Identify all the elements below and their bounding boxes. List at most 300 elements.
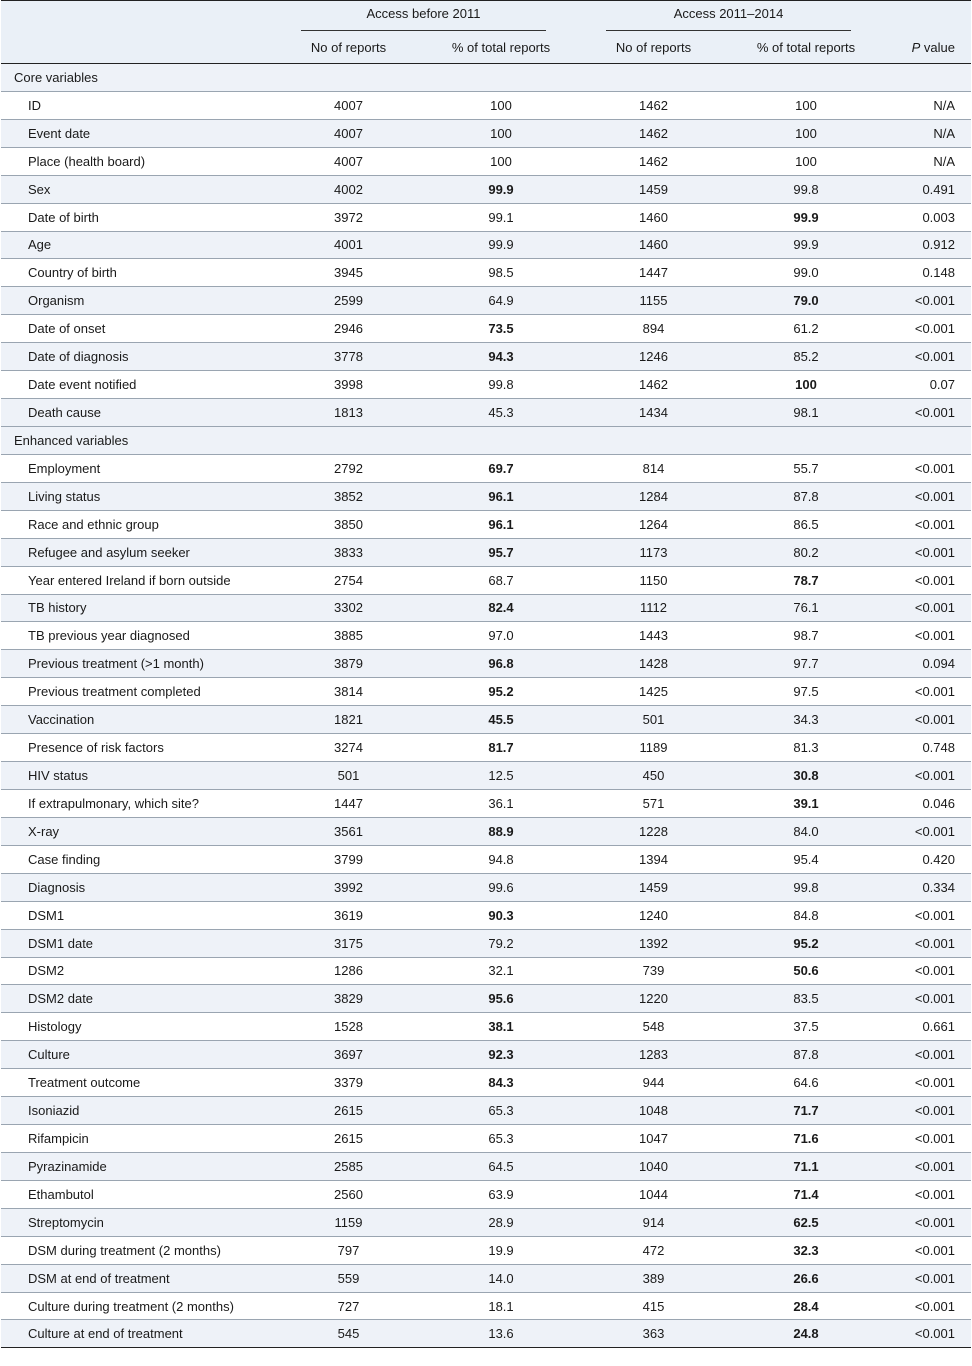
reports-before-2011: 727 bbox=[271, 1292, 426, 1320]
pct-2011-2014: 71.6 bbox=[731, 1125, 881, 1153]
pct-2011-2014: 84.8 bbox=[731, 901, 881, 929]
p-value: <0.001 bbox=[881, 985, 971, 1013]
group-header-row bbox=[1, 1, 971, 32]
reports-before-2011: 559 bbox=[271, 1264, 426, 1292]
table-row bbox=[1, 482, 971, 510]
reports-before-2011: 3619 bbox=[271, 901, 426, 929]
reports-2011-2014: 1047 bbox=[576, 1125, 731, 1153]
pct-2011-2014: 32.3 bbox=[731, 1236, 881, 1264]
pct-2011-2014: 98.7 bbox=[731, 622, 881, 650]
reports-before-2011: 3829 bbox=[271, 985, 426, 1013]
table-row bbox=[1, 817, 971, 845]
table-row bbox=[1, 1292, 971, 1320]
table-row bbox=[1, 901, 971, 929]
reports-2011-2014: 1459 bbox=[576, 175, 731, 203]
pct-2011-2014: 64.6 bbox=[731, 1069, 881, 1097]
table-row bbox=[1, 119, 971, 147]
p-value: <0.001 bbox=[881, 706, 971, 734]
pct-before-2011: 88.9 bbox=[426, 817, 576, 845]
table-row bbox=[1, 1041, 971, 1069]
col-header-p-value: P value bbox=[881, 31, 971, 64]
pct-before-2011: 97.0 bbox=[426, 622, 576, 650]
variable-name: Date of onset bbox=[1, 315, 271, 343]
pct-before-2011: 68.7 bbox=[426, 566, 576, 594]
reports-2011-2014: 1284 bbox=[576, 482, 731, 510]
pct-before-2011: 45.5 bbox=[426, 706, 576, 734]
table-row bbox=[1, 706, 971, 734]
pct-2011-2014: 30.8 bbox=[731, 762, 881, 790]
pct-2011-2014: 71.1 bbox=[731, 1152, 881, 1180]
variable-name: TB history bbox=[1, 594, 271, 622]
pct-2011-2014: 80.2 bbox=[731, 538, 881, 566]
reports-before-2011: 1159 bbox=[271, 1208, 426, 1236]
reports-2011-2014: 1462 bbox=[576, 371, 731, 399]
pct-before-2011: 92.3 bbox=[426, 1041, 576, 1069]
p-value: <0.001 bbox=[881, 957, 971, 985]
pct-before-2011: 96.1 bbox=[426, 482, 576, 510]
section-header-row bbox=[1, 64, 971, 92]
table-body bbox=[1, 64, 971, 1348]
p-value: N/A bbox=[881, 147, 971, 175]
table-row bbox=[1, 510, 971, 538]
variable-name: DSM1 date bbox=[1, 929, 271, 957]
pct-2011-2014: 26.6 bbox=[731, 1264, 881, 1292]
reports-2011-2014: 363 bbox=[576, 1320, 731, 1348]
variable-name: Previous treatment completed bbox=[1, 678, 271, 706]
reports-before-2011: 1821 bbox=[271, 706, 426, 734]
p-value: 0.046 bbox=[881, 789, 971, 817]
reports-before-2011: 1447 bbox=[271, 789, 426, 817]
table-row bbox=[1, 231, 971, 259]
p-value: 0.661 bbox=[881, 1013, 971, 1041]
pct-before-2011: 95.2 bbox=[426, 678, 576, 706]
reports-before-2011: 3814 bbox=[271, 678, 426, 706]
pct-2011-2014: 85.2 bbox=[731, 343, 881, 371]
section-title: Core variables bbox=[1, 64, 971, 92]
variable-name: Place (health board) bbox=[1, 147, 271, 175]
pct-before-2011: 45.3 bbox=[426, 399, 576, 427]
variable-name: DSM at end of treatment bbox=[1, 1264, 271, 1292]
section-header-row bbox=[1, 426, 971, 454]
variable-name: Living status bbox=[1, 482, 271, 510]
p-value: 0.491 bbox=[881, 175, 971, 203]
p-value: <0.001 bbox=[881, 1069, 971, 1097]
pct-2011-2014: 50.6 bbox=[731, 957, 881, 985]
reports-before-2011: 3998 bbox=[271, 371, 426, 399]
p-value: <0.001 bbox=[881, 1041, 971, 1069]
pct-before-2011: 65.3 bbox=[426, 1125, 576, 1153]
table-row bbox=[1, 650, 971, 678]
variable-name: Treatment outcome bbox=[1, 1069, 271, 1097]
pct-before-2011: 19.9 bbox=[426, 1236, 576, 1264]
pct-before-2011: 99.8 bbox=[426, 371, 576, 399]
reports-before-2011: 3833 bbox=[271, 538, 426, 566]
pct-before-2011: 82.4 bbox=[426, 594, 576, 622]
table-row bbox=[1, 175, 971, 203]
p-value: <0.001 bbox=[881, 622, 971, 650]
group-before-2011 bbox=[271, 1, 576, 32]
table-row bbox=[1, 1125, 971, 1153]
pct-2011-2014: 97.5 bbox=[731, 678, 881, 706]
table-row bbox=[1, 762, 971, 790]
pct-2011-2014: 100 bbox=[731, 147, 881, 175]
pct-2011-2014: 55.7 bbox=[731, 454, 881, 482]
p-value: 0.148 bbox=[881, 259, 971, 287]
reports-before-2011: 2585 bbox=[271, 1152, 426, 1180]
reports-2011-2014: 1220 bbox=[576, 985, 731, 1013]
table-row bbox=[1, 1208, 971, 1236]
pct-2011-2014: 95.2 bbox=[731, 929, 881, 957]
reports-before-2011: 2615 bbox=[271, 1097, 426, 1125]
variable-name: Culture bbox=[1, 1041, 271, 1069]
reports-2011-2014: 415 bbox=[576, 1292, 731, 1320]
column-header-row bbox=[1, 31, 971, 64]
variable-name: Organism bbox=[1, 287, 271, 315]
table-row bbox=[1, 538, 971, 566]
p-value: <0.001 bbox=[881, 482, 971, 510]
variable-name: X-ray bbox=[1, 817, 271, 845]
p-value: <0.001 bbox=[881, 510, 971, 538]
pct-2011-2014: 87.8 bbox=[731, 482, 881, 510]
pct-before-2011: 18.1 bbox=[426, 1292, 576, 1320]
section-title: Enhanced variables bbox=[1, 426, 971, 454]
p-value: <0.001 bbox=[881, 1320, 971, 1348]
table-row bbox=[1, 1320, 971, 1348]
variable-name: Event date bbox=[1, 119, 271, 147]
p-value: N/A bbox=[881, 91, 971, 119]
reports-2011-2014: 1443 bbox=[576, 622, 731, 650]
pct-2011-2014: 100 bbox=[731, 371, 881, 399]
pct-2011-2014: 28.4 bbox=[731, 1292, 881, 1320]
reports-before-2011: 1813 bbox=[271, 399, 426, 427]
reports-before-2011: 3852 bbox=[271, 482, 426, 510]
variable-name: Streptomycin bbox=[1, 1208, 271, 1236]
reports-2011-2014: 1462 bbox=[576, 147, 731, 175]
reports-before-2011: 3274 bbox=[271, 734, 426, 762]
pct-2011-2014: 99.8 bbox=[731, 873, 881, 901]
pct-2011-2014: 62.5 bbox=[731, 1208, 881, 1236]
variable-name: Vaccination bbox=[1, 706, 271, 734]
pct-before-2011: 100 bbox=[426, 147, 576, 175]
reports-before-2011: 3799 bbox=[271, 845, 426, 873]
p-value: <0.001 bbox=[881, 1236, 971, 1264]
reports-2011-2014: 1173 bbox=[576, 538, 731, 566]
table-header bbox=[1, 1, 971, 64]
reports-before-2011: 3175 bbox=[271, 929, 426, 957]
reports-2011-2014: 1112 bbox=[576, 594, 731, 622]
p-value: <0.001 bbox=[881, 1125, 971, 1153]
reports-2011-2014: 1394 bbox=[576, 845, 731, 873]
table-row bbox=[1, 566, 971, 594]
p-value: <0.001 bbox=[881, 929, 971, 957]
reports-before-2011: 3945 bbox=[271, 259, 426, 287]
pct-2011-2014: 99.8 bbox=[731, 175, 881, 203]
reports-before-2011: 2754 bbox=[271, 566, 426, 594]
pct-2011-2014: 86.5 bbox=[731, 510, 881, 538]
pct-before-2011: 96.8 bbox=[426, 650, 576, 678]
variable-name: Race and ethnic group bbox=[1, 510, 271, 538]
reports-2011-2014: 450 bbox=[576, 762, 731, 790]
variable-name: Ethambutol bbox=[1, 1180, 271, 1208]
col-header-pct-after: % of total reports bbox=[731, 31, 881, 64]
pct-2011-2014: 97.7 bbox=[731, 650, 881, 678]
reports-before-2011: 3302 bbox=[271, 594, 426, 622]
reports-before-2011: 3379 bbox=[271, 1069, 426, 1097]
group-after-label: Access 2011–2014 bbox=[606, 6, 851, 31]
pct-before-2011: 98.5 bbox=[426, 259, 576, 287]
reports-2011-2014: 944 bbox=[576, 1069, 731, 1097]
reports-before-2011: 2946 bbox=[271, 315, 426, 343]
reports-before-2011: 2792 bbox=[271, 454, 426, 482]
variable-name: Date of birth bbox=[1, 203, 271, 231]
p-value: <0.001 bbox=[881, 1152, 971, 1180]
p-value: 0.07 bbox=[881, 371, 971, 399]
reports-before-2011: 4002 bbox=[271, 175, 426, 203]
reports-2011-2014: 1246 bbox=[576, 343, 731, 371]
table-row bbox=[1, 371, 971, 399]
variable-name: HIV status bbox=[1, 762, 271, 790]
reports-before-2011: 4007 bbox=[271, 147, 426, 175]
p-value: <0.001 bbox=[881, 678, 971, 706]
reports-2011-2014: 1459 bbox=[576, 873, 731, 901]
pct-before-2011: 38.1 bbox=[426, 1013, 576, 1041]
p-value: <0.001 bbox=[881, 1180, 971, 1208]
table-row bbox=[1, 454, 971, 482]
pct-2011-2014: 71.7 bbox=[731, 1097, 881, 1125]
reports-before-2011: 545 bbox=[271, 1320, 426, 1348]
table-row bbox=[1, 1236, 971, 1264]
pct-before-2011: 64.5 bbox=[426, 1152, 576, 1180]
variable-name: Country of birth bbox=[1, 259, 271, 287]
variable-name: Death cause bbox=[1, 399, 271, 427]
pct-before-2011: 28.9 bbox=[426, 1208, 576, 1236]
group-2011-2014 bbox=[576, 1, 881, 32]
reports-before-2011: 3778 bbox=[271, 343, 426, 371]
pct-2011-2014: 78.7 bbox=[731, 566, 881, 594]
p-value: <0.001 bbox=[881, 594, 971, 622]
pct-before-2011: 100 bbox=[426, 91, 576, 119]
reports-before-2011: 3879 bbox=[271, 650, 426, 678]
reports-before-2011: 4007 bbox=[271, 91, 426, 119]
reports-2011-2014: 739 bbox=[576, 957, 731, 985]
pct-before-2011: 99.1 bbox=[426, 203, 576, 231]
reports-before-2011: 501 bbox=[271, 762, 426, 790]
pct-2011-2014: 71.4 bbox=[731, 1180, 881, 1208]
pct-2011-2014: 81.3 bbox=[731, 734, 881, 762]
reports-before-2011: 2615 bbox=[271, 1125, 426, 1153]
variable-name: Diagnosis bbox=[1, 873, 271, 901]
variable-name: Age bbox=[1, 231, 271, 259]
reports-before-2011: 797 bbox=[271, 1236, 426, 1264]
reports-before-2011: 2599 bbox=[271, 287, 426, 315]
pct-before-2011: 95.7 bbox=[426, 538, 576, 566]
pct-before-2011: 99.6 bbox=[426, 873, 576, 901]
variable-name: Date event notified bbox=[1, 371, 271, 399]
p-value: 0.003 bbox=[881, 203, 971, 231]
pct-before-2011: 99.9 bbox=[426, 175, 576, 203]
reports-before-2011: 4001 bbox=[271, 231, 426, 259]
pct-before-2011: 13.6 bbox=[426, 1320, 576, 1348]
col-header-no-reports-before: No of reports bbox=[271, 31, 426, 64]
p-value: <0.001 bbox=[881, 1292, 971, 1320]
pct-before-2011: 95.6 bbox=[426, 985, 576, 1013]
pct-2011-2014: 100 bbox=[731, 91, 881, 119]
pct-2011-2014: 61.2 bbox=[731, 315, 881, 343]
reports-2011-2014: 1155 bbox=[576, 287, 731, 315]
pct-2011-2014: 84.0 bbox=[731, 817, 881, 845]
variable-name: Year entered Ireland if born outside bbox=[1, 566, 271, 594]
reports-2011-2014: 501 bbox=[576, 706, 731, 734]
p-value: 0.334 bbox=[881, 873, 971, 901]
variable-name: Histology bbox=[1, 1013, 271, 1041]
variable-name: DSM2 bbox=[1, 957, 271, 985]
variable-name: Rifampicin bbox=[1, 1125, 271, 1153]
reports-before-2011: 1286 bbox=[271, 957, 426, 985]
pct-before-2011: 90.3 bbox=[426, 901, 576, 929]
pct-before-2011: 79.2 bbox=[426, 929, 576, 957]
reports-2011-2014: 1044 bbox=[576, 1180, 731, 1208]
pct-before-2011: 32.1 bbox=[426, 957, 576, 985]
variable-name: Culture during treatment (2 months) bbox=[1, 1292, 271, 1320]
table-row bbox=[1, 873, 971, 901]
reports-2011-2014: 1283 bbox=[576, 1041, 731, 1069]
table-row bbox=[1, 622, 971, 650]
reports-2011-2014: 1462 bbox=[576, 119, 731, 147]
reports-2011-2014: 571 bbox=[576, 789, 731, 817]
variable-name: DSM2 date bbox=[1, 985, 271, 1013]
pct-2011-2014: 98.1 bbox=[731, 399, 881, 427]
reports-2011-2014: 1264 bbox=[576, 510, 731, 538]
variable-name: Pyrazinamide bbox=[1, 1152, 271, 1180]
p-value: <0.001 bbox=[881, 538, 971, 566]
variable-name: Previous treatment (>1 month) bbox=[1, 650, 271, 678]
reports-before-2011: 2560 bbox=[271, 1180, 426, 1208]
variable-name: Employment bbox=[1, 454, 271, 482]
variable-name: DSM during treatment (2 months) bbox=[1, 1236, 271, 1264]
p-value: <0.001 bbox=[881, 1097, 971, 1125]
p-value: <0.001 bbox=[881, 1208, 971, 1236]
pct-before-2011: 84.3 bbox=[426, 1069, 576, 1097]
table-row bbox=[1, 957, 971, 985]
p-value: <0.001 bbox=[881, 454, 971, 482]
table-row bbox=[1, 678, 971, 706]
variable-name: Sex bbox=[1, 175, 271, 203]
reports-2011-2014: 1240 bbox=[576, 901, 731, 929]
p-value: 0.912 bbox=[881, 231, 971, 259]
table-row bbox=[1, 985, 971, 1013]
reports-2011-2014: 1428 bbox=[576, 650, 731, 678]
reports-2011-2014: 1392 bbox=[576, 929, 731, 957]
reports-before-2011: 3561 bbox=[271, 817, 426, 845]
pct-2011-2014: 95.4 bbox=[731, 845, 881, 873]
table-row bbox=[1, 734, 971, 762]
reports-2011-2014: 1048 bbox=[576, 1097, 731, 1125]
p-value: N/A bbox=[881, 119, 971, 147]
variable-name: TB previous year diagnosed bbox=[1, 622, 271, 650]
p-value: <0.001 bbox=[881, 315, 971, 343]
pct-before-2011: 73.5 bbox=[426, 315, 576, 343]
data-table bbox=[1, 0, 971, 1348]
pct-before-2011: 65.3 bbox=[426, 1097, 576, 1125]
reports-2011-2014: 472 bbox=[576, 1236, 731, 1264]
reports-2011-2014: 1460 bbox=[576, 203, 731, 231]
reports-2011-2014: 1460 bbox=[576, 231, 731, 259]
variable-name: If extrapulmonary, which site? bbox=[1, 789, 271, 817]
pct-2011-2014: 79.0 bbox=[731, 287, 881, 315]
variable-name: ID bbox=[1, 91, 271, 119]
reports-2011-2014: 1434 bbox=[576, 399, 731, 427]
variable-name: Isoniazid bbox=[1, 1097, 271, 1125]
reports-2011-2014: 1189 bbox=[576, 734, 731, 762]
reports-2011-2014: 1425 bbox=[576, 678, 731, 706]
reports-2011-2014: 1040 bbox=[576, 1152, 731, 1180]
table-row bbox=[1, 929, 971, 957]
table-row bbox=[1, 1013, 971, 1041]
pct-2011-2014: 100 bbox=[731, 119, 881, 147]
p-value: <0.001 bbox=[881, 566, 971, 594]
reports-before-2011: 3697 bbox=[271, 1041, 426, 1069]
pct-before-2011: 63.9 bbox=[426, 1180, 576, 1208]
pct-before-2011: 14.0 bbox=[426, 1264, 576, 1292]
p-value: <0.001 bbox=[881, 399, 971, 427]
pct-before-2011: 36.1 bbox=[426, 789, 576, 817]
table-row bbox=[1, 1180, 971, 1208]
table-row bbox=[1, 399, 971, 427]
table-row bbox=[1, 1152, 971, 1180]
pct-before-2011: 99.9 bbox=[426, 231, 576, 259]
p-value: <0.001 bbox=[881, 762, 971, 790]
pct-before-2011: 94.3 bbox=[426, 343, 576, 371]
reports-2011-2014: 1462 bbox=[576, 91, 731, 119]
col-header-no-reports-after: No of reports bbox=[576, 31, 731, 64]
reports-2011-2014: 389 bbox=[576, 1264, 731, 1292]
p-value: <0.001 bbox=[881, 287, 971, 315]
pct-2011-2014: 76.1 bbox=[731, 594, 881, 622]
table-row bbox=[1, 91, 971, 119]
pct-2011-2014: 87.8 bbox=[731, 1041, 881, 1069]
table-row bbox=[1, 1264, 971, 1292]
table-row bbox=[1, 147, 971, 175]
reports-before-2011: 1528 bbox=[271, 1013, 426, 1041]
p-value: <0.001 bbox=[881, 343, 971, 371]
table-row bbox=[1, 1069, 971, 1097]
pct-2011-2014: 99.9 bbox=[731, 231, 881, 259]
pct-before-2011: 94.8 bbox=[426, 845, 576, 873]
table-row bbox=[1, 259, 971, 287]
reports-2011-2014: 1150 bbox=[576, 566, 731, 594]
table-row bbox=[1, 203, 971, 231]
pct-2011-2014: 24.8 bbox=[731, 1320, 881, 1348]
pct-2011-2014: 83.5 bbox=[731, 985, 881, 1013]
table-row bbox=[1, 845, 971, 873]
col-header-pct-before: % of total reports bbox=[426, 31, 576, 64]
pct-2011-2014: 99.9 bbox=[731, 203, 881, 231]
p-value: <0.001 bbox=[881, 901, 971, 929]
p-value: <0.001 bbox=[881, 1264, 971, 1292]
table-row bbox=[1, 1097, 971, 1125]
group-before-label: Access before 2011 bbox=[301, 6, 546, 31]
p-value: 0.094 bbox=[881, 650, 971, 678]
reports-before-2011: 3885 bbox=[271, 622, 426, 650]
pct-before-2011: 81.7 bbox=[426, 734, 576, 762]
pct-before-2011: 96.1 bbox=[426, 510, 576, 538]
pct-before-2011: 64.9 bbox=[426, 287, 576, 315]
table-row bbox=[1, 315, 971, 343]
table-row bbox=[1, 789, 971, 817]
variable-name: Culture at end of treatment bbox=[1, 1320, 271, 1348]
pct-2011-2014: 37.5 bbox=[731, 1013, 881, 1041]
variable-name: Case finding bbox=[1, 845, 271, 873]
